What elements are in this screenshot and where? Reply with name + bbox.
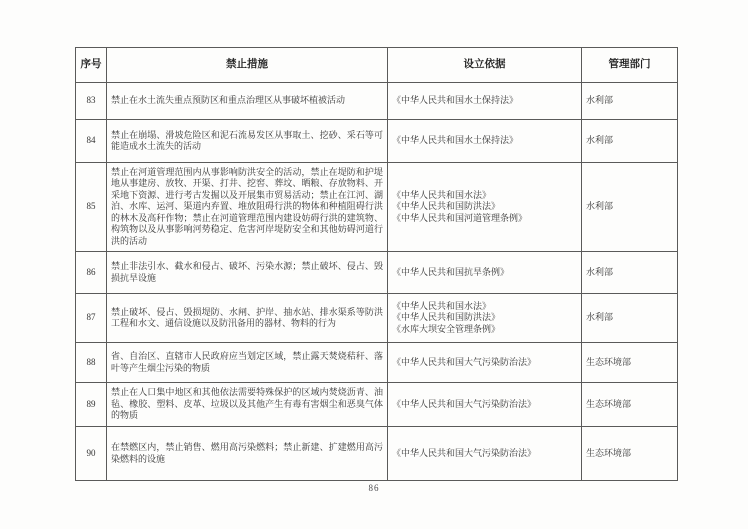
basis-cell bbox=[388, 294, 582, 343]
row-number: 84 bbox=[76, 120, 107, 163]
dept-cell: 生态环境部 bbox=[582, 427, 678, 481]
measure-cell: 在禁燃区内，禁止销售、燃用高污染燃料；禁止新建、扩建燃用高污染燃料的设施 bbox=[107, 427, 388, 481]
dept-cell: 水利部 bbox=[582, 252, 678, 294]
row-number: 88 bbox=[76, 343, 107, 383]
basis-cell bbox=[388, 343, 582, 383]
header-prohibited-measures: 禁止措施 bbox=[107, 48, 388, 83]
basis-line: 《中华人民共和国大气污染防治法》 bbox=[392, 356, 537, 367]
table-header-row bbox=[76, 48, 678, 83]
measure-cell: 禁止破坏、侵占、毁损堤防、水闸、护岸、抽水站、排水渠系等防洪工程和水文、通信设施以及防汛备用的器材、物料的行为 bbox=[107, 294, 388, 343]
measure-cell: 禁止在水土流失重点预防区和重点治理区从事破坏植被活动 bbox=[107, 83, 388, 120]
basis-line: 《中华人民共和国大气污染防治法》 bbox=[392, 447, 537, 458]
dept-cell: 水利部 bbox=[582, 120, 678, 163]
header-establishment-basis: 设立依据 bbox=[388, 48, 582, 83]
page-number: 86 bbox=[368, 483, 380, 493]
table-row bbox=[76, 294, 678, 343]
measure-cell: 禁止在人口集中地区和其他依法需要特殊保护的区域内焚烧沥青、油毡、橡胶、塑料、皮革、垃圾以及其他产生有毒有害烟尘和恶臭气体的物质 bbox=[107, 383, 388, 427]
measure-cell: 禁止在河道管理范围内从事影响防洪安全的活动，禁止在堤防和护堤地从事建房、放牧、开渠、打井、挖窖、葬坟、晒粮、存放物料、开采地下资源、进行考古发掘以及开展集市贸易活动；禁止在江河、湖泊、水库、运河、渠道内弃置、堆放阻碍行洪的物体和种植阻碍行洪的林木及高秆作物；禁止在河道管理范围内建设妨碍行洪的建筑物、构筑物以及从事影响河势稳定、危害河岸堤防安全和其他妨碍河道行洪的活动 bbox=[107, 163, 388, 252]
basis-line: 《中华人民共和国水法》 bbox=[392, 300, 492, 311]
basis-line: 《中华人民共和国水土保持法》 bbox=[392, 135, 519, 146]
row-number: 83 bbox=[76, 83, 107, 120]
basis-line: 《中华人民共和国抗旱条例》 bbox=[392, 266, 510, 277]
basis-line: 《中华人民共和国防洪法》 bbox=[392, 312, 501, 323]
table-row bbox=[76, 343, 678, 383]
basis-cell bbox=[388, 383, 582, 427]
table-row bbox=[76, 427, 678, 481]
table-row bbox=[76, 83, 678, 120]
basis-line: 《水库大坝安全管理条例》 bbox=[392, 323, 501, 334]
basis-cell bbox=[388, 120, 582, 163]
table-row bbox=[76, 252, 678, 294]
table-row bbox=[76, 120, 678, 163]
header-managing-department: 管理部门 bbox=[582, 48, 678, 83]
row-number: 90 bbox=[76, 427, 107, 481]
measure-cell: 禁止在崩塌、滑坡危险区和泥石流易发区从事取土、挖砂、采石等可能造成水土流失的活动 bbox=[107, 120, 388, 163]
measure-cell: 禁止非法引水、截水和侵占、破坏、污染水源；禁止破坏、侵占、毁损抗旱设施 bbox=[107, 252, 388, 294]
basis-cell bbox=[388, 427, 582, 481]
measure-cell: 省、自治区、直辖市人民政府应当划定区域，禁止露天焚烧秸秆、落叶等产生烟尘污染的物质 bbox=[107, 343, 388, 383]
basis-line: 《中华人民共和国河道管理条例》 bbox=[392, 212, 528, 223]
table-row bbox=[76, 383, 678, 427]
basis-line: 《中华人民共和国防洪法》 bbox=[392, 201, 501, 212]
table-row bbox=[76, 163, 678, 252]
row-number: 87 bbox=[76, 294, 107, 343]
basis-line: 《中华人民共和国水法》 bbox=[392, 189, 492, 200]
header-serial-number: 序号 bbox=[76, 48, 107, 83]
basis-cell bbox=[388, 163, 582, 252]
row-number: 89 bbox=[76, 383, 107, 427]
dept-cell: 水利部 bbox=[582, 163, 678, 252]
basis-cell bbox=[388, 252, 582, 294]
basis-cell bbox=[388, 83, 582, 120]
dept-cell: 水利部 bbox=[582, 294, 678, 343]
row-number: 86 bbox=[76, 252, 107, 294]
row-number: 85 bbox=[76, 163, 107, 252]
dept-cell: 生态环境部 bbox=[582, 343, 678, 383]
basis-line: 《中华人民共和国大气污染防治法》 bbox=[392, 398, 537, 409]
dept-cell: 水利部 bbox=[582, 83, 678, 120]
basis-line: 《中华人民共和国水土保持法》 bbox=[392, 95, 519, 106]
dept-cell: 生态环境部 bbox=[582, 383, 678, 427]
prohibition-measures-table bbox=[75, 47, 678, 481]
